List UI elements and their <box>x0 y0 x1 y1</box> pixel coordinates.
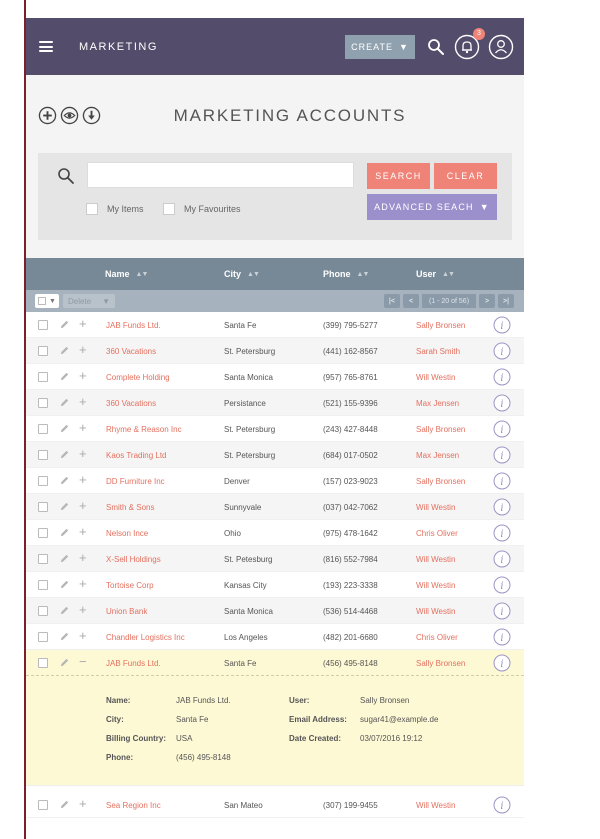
edit-icon[interactable] <box>59 553 70 564</box>
account-name-link[interactable]: Chandler Logistics Inc <box>106 633 185 642</box>
caret-down-icon: ▼ <box>102 296 110 306</box>
info-icon[interactable] <box>493 796 511 814</box>
assigned-user-link[interactable]: Will Westin <box>416 555 456 564</box>
search-button[interactable]: SEARCH <box>367 163 430 189</box>
checkbox-box[interactable] <box>38 297 46 305</box>
expand-icon[interactable]: + <box>79 628 87 643</box>
table-row[interactable] <box>26 520 524 546</box>
edit-icon[interactable] <box>59 371 70 382</box>
detail-label: Email Address: <box>289 715 347 724</box>
sort-icon[interactable]: ▲▼ <box>247 270 259 278</box>
table-row[interactable] <box>26 390 524 416</box>
account-phone: (482) 201-6680 <box>323 633 378 642</box>
search-input[interactable] <box>87 162 354 188</box>
edit-icon[interactable] <box>59 475 70 486</box>
svg-text:i: i <box>500 424 504 436</box>
table-row[interactable] <box>26 338 524 364</box>
svg-text:i: i <box>500 554 504 566</box>
svg-text:i: i <box>500 476 504 488</box>
detail-value: USA <box>176 734 193 743</box>
info-icon[interactable] <box>493 654 511 672</box>
info-icon[interactable] <box>493 628 511 646</box>
account-city: Santa Fe <box>224 321 257 330</box>
column-label: City <box>224 269 242 279</box>
expand-icon[interactable]: + <box>79 550 87 565</box>
row-checkbox[interactable] <box>38 528 48 538</box>
menu-icon[interactable] <box>39 41 53 52</box>
my-favourites-label: My Favourites <box>184 204 241 214</box>
info-icon[interactable] <box>493 446 511 464</box>
table-row[interactable] <box>26 598 524 624</box>
detail-value: (456) 495-8148 <box>176 753 231 762</box>
row-checkbox[interactable] <box>38 476 48 486</box>
account-city: Kansas City <box>224 581 267 590</box>
account-phone: (157) 023-9023 <box>323 477 378 486</box>
expand-icon[interactable]: + <box>79 342 87 357</box>
svg-text:i: i <box>500 800 504 812</box>
assigned-user-link[interactable]: Will Westin <box>416 373 456 382</box>
account-phone: (975) 478-1642 <box>323 529 378 538</box>
svg-text:i: i <box>500 528 504 540</box>
svg-text:i: i <box>500 398 504 410</box>
assigned-user-link[interactable]: Sally Bronsen <box>416 659 466 668</box>
row-checkbox[interactable] <box>38 372 48 382</box>
expand-icon[interactable]: + <box>79 524 87 539</box>
top-bar <box>26 18 524 75</box>
info-icon[interactable] <box>493 498 511 516</box>
row-checkbox[interactable] <box>38 398 48 408</box>
prev-page-button[interactable]: < <box>403 294 419 308</box>
detail-label: Phone: <box>106 753 134 762</box>
account-city: Los Angeles <box>224 633 268 642</box>
account-phone: (521) 155-9396 <box>323 399 378 408</box>
column-label: Phone <box>323 269 351 279</box>
row-checkbox[interactable] <box>38 450 48 460</box>
column-label: Name <box>105 269 130 279</box>
info-icon[interactable] <box>493 316 511 334</box>
row-checkbox[interactable] <box>38 632 48 642</box>
next-page-button[interactable]: > <box>479 294 495 308</box>
table-row[interactable] <box>26 494 524 520</box>
edit-icon[interactable] <box>59 423 70 434</box>
table-row[interactable] <box>26 624 524 650</box>
assigned-user-link[interactable]: Will Westin <box>416 607 456 616</box>
info-icon[interactable] <box>493 420 511 438</box>
account-phone: (684) 017-0502 <box>323 451 378 460</box>
detail-label: Name: <box>106 696 131 705</box>
sort-icon[interactable]: ▲▼ <box>442 270 454 278</box>
account-city: Sunnyvale <box>224 503 262 512</box>
edit-icon[interactable] <box>59 319 70 330</box>
search-panel <box>26 153 524 258</box>
svg-text:i: i <box>500 632 504 644</box>
detail-value: JAB Funds Ltd. <box>176 696 231 705</box>
detail-label: Billing Country: <box>106 734 166 743</box>
notification-badge: 3 <box>473 28 485 40</box>
account-city: St. Petersburg <box>224 451 276 460</box>
row-detail-panel <box>26 676 524 786</box>
caret-down-icon: ▼ <box>49 297 56 305</box>
column-header-phone[interactable] <box>323 269 368 279</box>
svg-text:i: i <box>500 502 504 514</box>
account-city: St. Petersburg <box>224 425 276 434</box>
account-name-link[interactable]: JAB Funds Ltd. <box>106 321 161 330</box>
svg-text:i: i <box>500 580 504 592</box>
row-checkbox[interactable] <box>38 800 48 810</box>
edit-icon[interactable] <box>59 449 70 460</box>
expand-icon[interactable]: + <box>79 472 87 487</box>
detail-value: Santa Fe <box>176 715 209 724</box>
expand-icon[interactable]: + <box>79 498 87 513</box>
account-name-link[interactable]: Smith & Sons <box>106 503 155 512</box>
advanced-search-label: ADVANCED SEACH <box>374 202 474 212</box>
detail-label: City: <box>106 715 124 724</box>
column-header-user[interactable] <box>416 269 454 279</box>
account-phone: (399) 795-5277 <box>323 321 378 330</box>
sort-icon[interactable]: ▲▼ <box>135 270 148 278</box>
table-row[interactable] <box>26 364 524 390</box>
select-all-dropdown[interactable] <box>35 294 59 308</box>
row-checkbox[interactable] <box>38 424 48 434</box>
edit-icon[interactable] <box>59 397 70 408</box>
account-city: St. Petersburg <box>224 347 276 356</box>
account-city: St. Petesburg <box>224 555 273 564</box>
row-checkbox[interactable] <box>38 554 48 564</box>
search-icon[interactable] <box>427 38 445 56</box>
table-body <box>26 312 524 818</box>
info-icon[interactable] <box>493 368 511 386</box>
bulk-toolbar <box>26 290 524 312</box>
assigned-user-link[interactable]: Chris Oliver <box>416 529 458 538</box>
page-header <box>26 75 524 153</box>
table-row[interactable] <box>26 468 524 494</box>
assigned-user-link[interactable]: Sarah Smith <box>416 347 461 356</box>
account-phone: (816) 552-7984 <box>323 555 378 564</box>
expand-icon[interactable]: + <box>79 446 87 461</box>
account-name-link[interactable]: Rhyme & Reason Inc <box>106 425 182 434</box>
account-phone: (193) 223-3338 <box>323 581 378 590</box>
table-header <box>26 258 524 290</box>
edit-icon[interactable] <box>59 501 70 512</box>
app-window <box>26 18 524 826</box>
assigned-user-link[interactable]: Max Jensen <box>416 399 460 408</box>
edit-icon[interactable] <box>59 605 70 616</box>
svg-text:i: i <box>500 372 504 384</box>
sort-icon[interactable]: ▲▼ <box>356 270 369 278</box>
account-name-link[interactable]: X-Sell Holdings <box>106 555 161 564</box>
account-phone: (456) 495-8148 <box>323 659 378 668</box>
row-checkbox[interactable] <box>38 320 48 330</box>
my-favourites-checkbox[interactable] <box>163 203 241 215</box>
detail-value: sugar41@example.de <box>360 715 439 724</box>
svg-text:i: i <box>500 320 504 332</box>
assigned-user-link[interactable]: Sally Bronsen <box>416 321 466 330</box>
account-name-link[interactable]: Union Bank <box>106 607 148 616</box>
row-checkbox[interactable] <box>38 580 48 590</box>
assigned-user-link[interactable]: Will Westin <box>416 801 456 810</box>
account-city: Persistance <box>224 399 266 408</box>
svg-text:i: i <box>500 346 504 358</box>
expand-icon[interactable]: + <box>79 368 87 383</box>
svg-text:i: i <box>500 606 504 618</box>
account-phone: (536) 514-4468 <box>323 607 378 616</box>
search-icon <box>57 167 75 185</box>
expand-icon[interactable]: + <box>79 602 87 617</box>
clear-button[interactable]: CLEAR <box>434 163 497 189</box>
checkbox-box[interactable] <box>163 203 175 215</box>
table-row[interactable] <box>26 572 524 598</box>
create-button[interactable] <box>345 35 415 59</box>
svg-text:i: i <box>500 450 504 462</box>
detail-label: User: <box>289 696 310 705</box>
account-city: Ohio <box>224 529 241 538</box>
first-page-button[interactable]: |< <box>384 294 400 308</box>
expand-icon[interactable]: + <box>79 420 87 435</box>
page-title: MARKETING ACCOUNTS <box>173 106 407 125</box>
expand-icon[interactable]: + <box>79 316 87 331</box>
my-items-checkbox[interactable] <box>86 203 144 215</box>
account-name-link[interactable]: Nelson Ince <box>106 529 149 538</box>
info-icon[interactable] <box>493 524 511 542</box>
delete-label: Delete <box>68 296 92 306</box>
table-row[interactable] <box>26 416 524 442</box>
pagination <box>384 294 514 308</box>
detail-label: Date Created: <box>289 734 342 743</box>
account-name-link[interactable]: Tortoise Corp <box>106 581 154 590</box>
account-name-link[interactable]: Kaos Trading Ltd <box>106 451 167 460</box>
table-row[interactable] <box>26 650 524 676</box>
edit-icon[interactable] <box>59 527 70 538</box>
assigned-user-link[interactable]: Will Westin <box>416 503 456 512</box>
column-header-city[interactable] <box>224 269 259 279</box>
edit-icon[interactable] <box>59 579 70 590</box>
detail-value: Sally Bronsen <box>360 696 410 705</box>
account-city: Santa Monica <box>224 373 273 382</box>
assigned-user-link[interactable]: Sally Bronsen <box>416 425 466 434</box>
last-page-button[interactable]: >| <box>498 294 514 308</box>
notifications-button[interactable] <box>454 30 481 60</box>
checkbox-box[interactable] <box>86 203 98 215</box>
account-name-link[interactable]: JAB Funds Ltd. <box>106 659 161 668</box>
table-row[interactable] <box>26 546 524 572</box>
account-name-link[interactable]: Sea Region Inc <box>106 801 161 810</box>
assigned-user-link[interactable]: Max Jensen <box>416 451 460 460</box>
collapse-icon[interactable]: − <box>79 654 87 669</box>
table-row[interactable] <box>26 442 524 468</box>
user-avatar-icon[interactable] <box>488 34 514 60</box>
assigned-user-link[interactable]: Sally Bronsen <box>416 477 466 486</box>
assigned-user-link[interactable]: Chris Oliver <box>416 633 458 642</box>
info-icon[interactable] <box>493 342 511 360</box>
table-row[interactable] <box>26 312 524 338</box>
edit-icon[interactable] <box>59 345 70 356</box>
row-checkbox[interactable] <box>38 606 48 616</box>
expand-icon[interactable]: + <box>79 796 87 811</box>
module-title[interactable]: MARKETING <box>79 40 158 53</box>
assigned-user-link[interactable]: Will Westin <box>416 581 456 590</box>
account-phone: (037) 042-7062 <box>323 503 378 512</box>
account-city: San Mateo <box>224 801 263 810</box>
row-checkbox[interactable] <box>38 346 48 356</box>
info-icon[interactable] <box>493 576 511 594</box>
account-name-link[interactable]: DD Furniture Inc <box>106 477 165 486</box>
edit-icon[interactable] <box>59 799 70 810</box>
account-phone: (307) 199-9455 <box>323 801 378 810</box>
account-name-link[interactable]: 360 Vacations <box>106 347 157 356</box>
my-items-label: My Items <box>107 204 144 214</box>
column-label: User <box>416 269 437 279</box>
account-phone: (441) 162-8567 <box>323 347 378 356</box>
row-checkbox[interactable] <box>38 658 48 668</box>
info-icon[interactable] <box>493 394 511 412</box>
search-box <box>38 153 512 240</box>
column-header-name[interactable] <box>105 269 147 279</box>
account-phone: (957) 765-8761 <box>323 373 378 382</box>
info-icon[interactable] <box>493 472 511 490</box>
svg-text:i: i <box>500 658 504 670</box>
detail-value: 03/07/2016 19:12 <box>360 734 423 743</box>
table-row[interactable] <box>26 792 524 818</box>
info-icon[interactable] <box>493 602 511 620</box>
pagination-info: (1 - 20 of 56) <box>422 294 476 308</box>
edit-icon[interactable] <box>59 657 70 668</box>
account-city: Santa Monica <box>224 607 273 616</box>
caret-down-icon: ▼ <box>479 202 490 212</box>
advanced-search-button[interactable] <box>367 194 497 220</box>
caret-down-icon: ▼ <box>398 41 409 52</box>
delete-button[interactable] <box>63 294 115 308</box>
create-label: CREATE <box>351 41 393 52</box>
account-name-link[interactable]: 360 Vacations <box>106 399 157 408</box>
account-name-link[interactable]: Complete Holding <box>106 373 170 382</box>
account-city: Denver <box>224 477 250 486</box>
account-city: Santa Fe <box>224 659 257 668</box>
expand-icon[interactable]: + <box>79 394 87 409</box>
row-checkbox[interactable] <box>38 502 48 512</box>
info-icon[interactable] <box>493 550 511 568</box>
account-phone: (243) 427-8448 <box>323 425 378 434</box>
edit-icon[interactable] <box>59 631 70 642</box>
expand-icon[interactable]: + <box>79 576 87 591</box>
